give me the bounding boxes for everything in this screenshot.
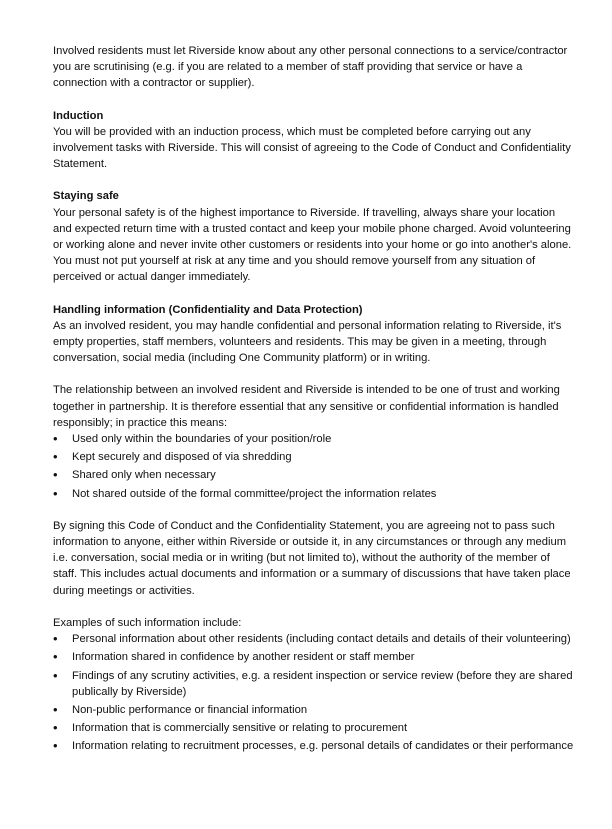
practice-list [53, 431, 575, 502]
staying-safe-heading: Staying safe [53, 190, 119, 203]
handling-information-heading: Handling information (Confidentiality and Data Protection) [53, 303, 363, 316]
list-item [53, 702, 575, 718]
list-item-text: Information shared in confidence by another resident or staff member [72, 651, 415, 664]
bullet-icon: • [53, 485, 58, 501]
list-item-text: Shared only when necessary [72, 469, 216, 482]
bullet-icon: • [53, 667, 58, 683]
bullet-icon: • [53, 431, 58, 447]
list-item-text: Not shared outside of the formal committee/project the information relates [72, 487, 437, 500]
bullet-icon: • [53, 467, 58, 483]
bullet-icon: • [53, 649, 58, 665]
handling-information-section [53, 302, 575, 367]
document-body [53, 43, 575, 755]
list-item-text: Information relating to recruitment processes, e.g. personal details of candidates or their performance [72, 740, 574, 753]
bullet-icon: • [53, 720, 58, 736]
list-item [53, 668, 575, 700]
induction-paragraph: You will be provided with an induction process, which must be completed before carrying out any involvement tasks with Riverside. This will consist of agreeing to the Code of Conduct and Confidentiality Statement. [53, 125, 571, 171]
bullet-icon: • [53, 738, 58, 754]
list-item [53, 649, 575, 665]
staying-safe-section [53, 188, 575, 285]
list-item-text: Information that is commercially sensitive or relating to procurement [72, 722, 408, 735]
examples-list [53, 631, 575, 754]
signing-paragraph: By signing this Code of Conduct and the Confidentiality Statement, you are agreeing not to pass such information to anyone, either within Riverside or outside it, in any circumstances or through any medium i.e. conversation, social media or in writing (but not limited to), without the authority of the member of staff. This includes actual documents and information or a summary of discussions that have taken place during meetings or activities. [53, 519, 571, 597]
connections-paragraph: Involved residents must let Riverside know about any other personal connections to a service/contractor you are scrutinising (e.g. if you are related to a member of staff providing that service or have a connection with a contractor or supplier). [53, 45, 568, 90]
list-item [53, 720, 575, 736]
list-item [53, 631, 575, 647]
examples-intro: Examples of such information include: [53, 616, 242, 629]
list-item [53, 467, 575, 483]
bullet-icon: • [53, 449, 58, 465]
induction-section [53, 108, 575, 173]
induction-heading: Induction [53, 109, 104, 122]
staying-safe-paragraph: Your personal safety is of the highest importance to Riverside. If travelling, always share your location and expected return time with a trusted contact and keep your mobile phone charged. Avoid volunteering or working alone and never invite other customers or residents into your home or go into another's alone. You must not put yourself at risk at any time and you should remove yourself from any situation of perceived or actual danger immediately. [53, 206, 572, 284]
list-item-text: Findings of any scrutiny activities, e.g. a resident inspection or service review (before they are shared publically by Riverside) [72, 669, 573, 698]
list-item [53, 738, 575, 754]
list-item-text: Non-public performance or financial information [72, 703, 308, 716]
list-item [53, 431, 575, 447]
list-item [53, 486, 575, 502]
handling-information-paragraph: As an involved resident, you may handle confidential and personal information relating to Riverside, it's empty properties, staff members, volunteers and residents. This may be given in a meeting, through conversation, social media (including One Community platform) or in writing. [53, 319, 562, 365]
list-item [53, 449, 575, 465]
bullet-icon: • [53, 631, 58, 647]
list-item-text: Used only within the boundaries of your position/role [72, 433, 332, 446]
bullet-icon: • [53, 701, 58, 717]
list-item-text: Personal information about other residents (including contact details and details of their volunteering) [72, 633, 571, 646]
list-item-text: Kept securely and disposed of via shredding [72, 451, 292, 464]
relationship-paragraph: The relationship between an involved resident and Riverside is intended to be one of trust and working together in partnership. It is therefore essential that any sensitive or confidential information is handled responsibly; in practice this means: [53, 384, 560, 429]
